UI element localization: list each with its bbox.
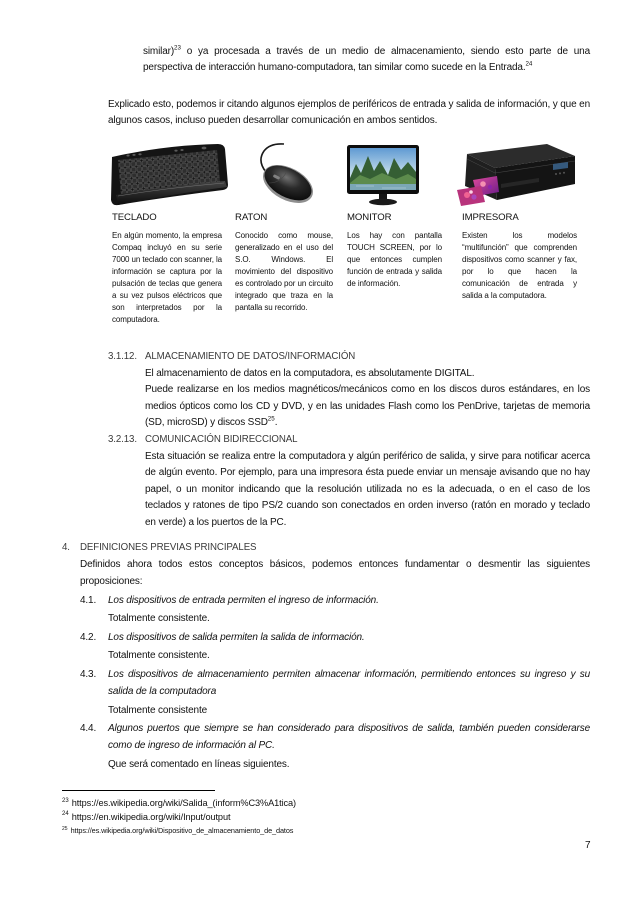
continuation-text-start: similar) <box>143 45 175 57</box>
footnote-url: https://es.wikipedia.org/wiki/Salida_(inform%C3%A1tica) <box>71 798 296 808</box>
proposition-number: 4.2. <box>80 631 97 643</box>
section-number: 3.1.12. <box>108 351 137 362</box>
footnote-separator <box>62 790 215 791</box>
section-storage <box>108 349 590 432</box>
footnote-25 <box>62 824 590 838</box>
proposition-4-3 <box>80 666 590 700</box>
section-bidirectional <box>108 432 590 532</box>
proposition-4-1 <box>80 592 590 609</box>
section-heading <box>108 349 590 366</box>
footnote-mark: 23 <box>62 797 69 804</box>
peripheral-label-monitor: MONITOR <box>347 212 392 223</box>
storage-paragraph-1: El almacenamiento de datos en la computadora, es absolutamente DIGITAL. <box>145 367 475 379</box>
intro-paragraph: Explicado esto, podemos ir citando algunos ejemplos de periféricos de entrada y salida de información, y que en algunos casos, incluso pueden desarrollar comunicación en ambos sentidos. <box>108 98 590 127</box>
proposition-statement: Algunos puertos que siempre se han considerado para dispositivos de salida, también pueden considerarse como de ingreso de información al PC. <box>108 723 590 752</box>
proposition-verdict: Totalmente consistente. <box>108 613 210 625</box>
footnotes <box>62 797 590 838</box>
footnote-ref-24: 24 <box>525 60 533 68</box>
section-number: 3.2.13. <box>108 434 137 445</box>
monitor-image <box>346 144 420 207</box>
section-title: ALMACENAMIENTO DE DATOS/INFORMACIÓN <box>145 351 356 362</box>
storage-paragraph-2-end: . <box>274 417 278 429</box>
keyboard-image <box>106 141 230 207</box>
peripheral-label-printer: IMPRESORA <box>462 212 519 223</box>
peripheral-description-monitor: Los hay con pantalla TOUCH SCREEN, por lo que entonces cumplen función de entrada y salida de información. <box>347 231 442 288</box>
peripheral-description-mouse: Conocido como mouse, generalizado en el uso del S.O. Windows. El movimiento del dispositivo es controlado por un circuito integrado que traza en la pantalla su recorrido. <box>235 231 333 312</box>
proposition-statement: Los dispositivos de almacenamiento permiten almacenar información, permitiendo entonces su ingreso y su salida de la computadora <box>108 668 590 697</box>
proposition-verdict: Totalmente consistente <box>108 704 207 716</box>
peripheral-label-mouse: RATON <box>235 212 268 223</box>
footnote-url: https://es.wikipedia.org/wiki/Dispositivo_de_almacenamiento_de_datos <box>70 826 294 835</box>
definitions-intro: Definidos ahora todos estos conceptos básicos, podemos entonces fundamentar o desmentir las siguientes proposiciones: <box>80 559 590 587</box>
continuation-text-end: o ya procesada a través de un medio de almacenamiento, siendo esto parte de una perspectiva de interacción humano-computadora, tan similar como sucede en la Entrada. <box>143 45 590 74</box>
footnote-url: https://en.wikipedia.org/wiki/Input/output <box>71 811 231 822</box>
peripheral-description-keyboard: En algún momento, la empresa Compaq incluyó en su serie 7000 un teclado con scanner, la información se captura por la pulsación de teclas que genera a su vez pulsos eléctricos que son interpretados por la computadora. <box>112 231 222 324</box>
peripheral-label-keyboard: TECLADO <box>112 212 157 223</box>
proposition-statement: Los dispositivos de entrada permiten el ingreso de información. <box>108 594 379 606</box>
storage-paragraph-2-text: Puede realizarse en los medios magnéticos/mecánicos como en los discos duros estándares, en los medios ópticos como los CD y DVD, y en las unidades Flash como los PenDrive, tarjetas de memoria (SD, microSD) y discos SSD <box>145 384 590 429</box>
proposition-number: 4.1. <box>80 594 97 606</box>
mouse-image <box>242 143 324 207</box>
proposition-verdict: Totalmente consistente. <box>108 650 210 662</box>
footnote-24 <box>62 811 590 825</box>
section-title: DEFINICIONES PREVIAS PRINCIPALES <box>80 542 257 553</box>
proposition-number: 4.4. <box>80 723 97 735</box>
footnote-ref-23: 23 <box>174 44 181 52</box>
footnote-ref-25: 25 <box>267 416 275 424</box>
footnote-23 <box>62 797 590 811</box>
proposition-verdict: Que será comentado en líneas siguientes. <box>108 758 290 770</box>
proposition-4-4 <box>80 720 590 754</box>
printer-image <box>455 136 579 208</box>
proposition-number: 4.3. <box>80 668 97 680</box>
definitions-body <box>80 556 590 773</box>
storage-paragraph-2 <box>145 382 590 432</box>
page-number: 7 <box>585 840 591 851</box>
section-heading <box>62 540 590 556</box>
proposition-4-2 <box>80 629 590 646</box>
section-number: 4. <box>62 542 70 553</box>
section-title: COMUNICACIÓN BIDIRECCIONAL <box>145 434 298 445</box>
section-heading <box>108 432 590 449</box>
peripheral-description-printer: Existen los modelos “multifunción” que comprenden dispositivos como scanner y fax, por lo que hacen la comunicación de entrada y salida a la computadora. <box>462 231 577 300</box>
section-definitions <box>62 540 590 774</box>
bidirectional-paragraph: Esta situación se realiza entre la computadora y algún periférico de salida, y sirve para notificar acerca de algún evento. Por ejemplo, para una impresora ésta puede enviar un mensaje avisando que no hay papel, o un monitor indicando que la resolución utilizada no es la adecuada, o en el caso de los teclados y ratones de tipo PS/2 cuando son conectados en orden inverso (ratón en morado y teclado en verde) a los puertos de la PC. <box>145 450 590 528</box>
proposition-statement: Los dispositivos de salida permiten la salida de información. <box>108 631 365 643</box>
footnote-mark: 24 <box>62 811 69 818</box>
footnote-mark: 25 <box>62 825 68 832</box>
continuation-paragraph <box>143 44 590 77</box>
